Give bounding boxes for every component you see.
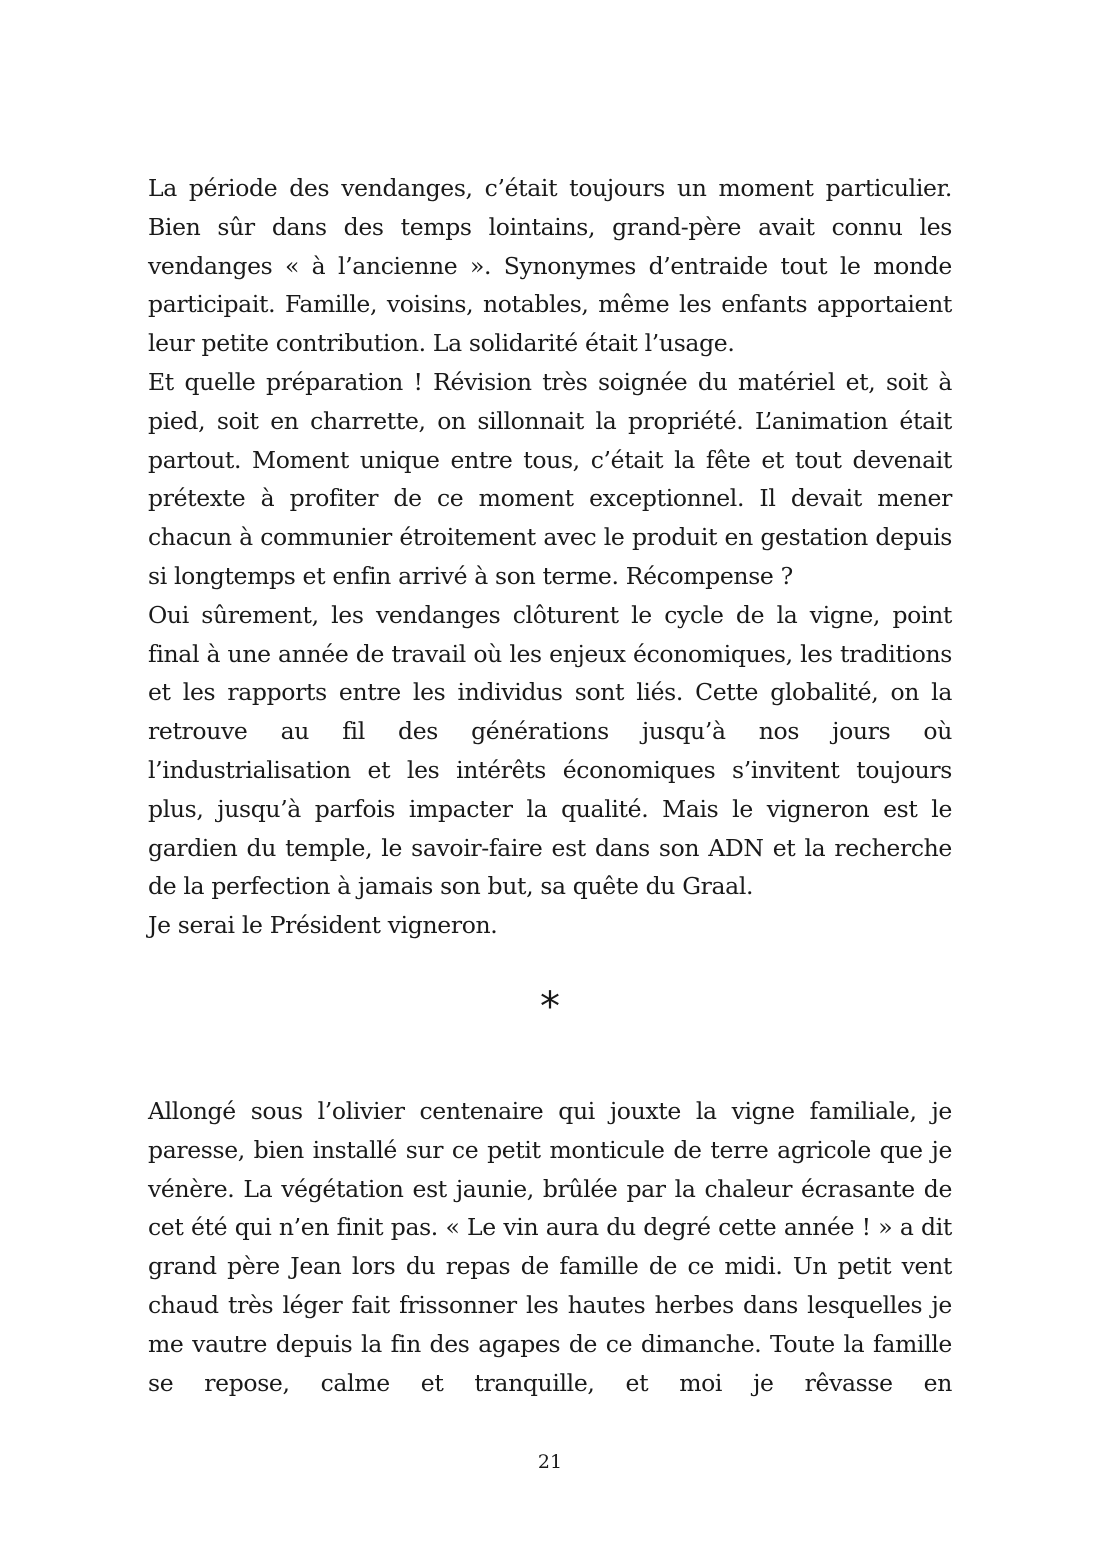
paragraph: La période des vendanges, c’était toujours un moment particulier. Bien sûr dans des temps lointains, grand-père avait connu les vendanges « à l’ancienne ». Synonymes d’entraide tout le monde participait. Famille, voisins, notables, même les enfants apportaient leur petite contribution. La solidarité était l’usage.: [148, 174, 952, 358]
paragraph: Oui sûrement, les vendanges clôturent le cycle de la vigne, point final à une année de travail où les enjeux économiques, les traditions et les rapports entre les individus sont liés. Cette globalité, on la retrouve au fil des générations jusqu’à nos jours où l’industrialisation et les intérêts économiques s’invitent toujours plus, jusqu’à parfois impacter la qualité. Mais le vigneron est le gardien du temple, le savoir-faire est dans son ADN et la recherche de la perfection à jamais son but, sa quête du Graal.: [148, 600, 952, 901]
paragraph: Allongé sous l’olivier centenaire qui jouxte la vigne familiale, je paresse, bien installé sur ce petit monticule de terre agricole que je vénère. La végétation est jaunie, brûlée par la chaleur écrasante de cet été qui n’en finit pas. « Le vin aura du degré cette année ! » a dit grand père Jean lors du repas de famille de ce midi. Un petit vent chaud très léger fait frissonner les hautes herbes dans lesquelles je me vautre depuis la fin des agapes de ce dimanche. Toute la famille se repose, calme et tranquille, et moi je rêvasse en: [148, 1097, 952, 1397]
section-2-text: [148, 1092, 952, 1402]
page-number: 21: [537, 1451, 563, 1473]
section-1-text: [148, 169, 952, 945]
section-separator-asterisk: *: [540, 984, 560, 1030]
paragraph: Je serai le Président vigneron.: [148, 911, 498, 940]
paragraph: Et quelle préparation ! Révision très soignée du matériel et, soit à pied, soit en charrette, on sillonnait la propriété. L’animation était partout. Moment unique entre tous, c’était la fête et tout devenait prétexte à profiter de ce moment exceptionnel. Il devait mener chacun à communier étroitement avec le produit en gestation depuis si longtemps et enfin arrivé à son terme. Récompense ?: [148, 367, 952, 590]
